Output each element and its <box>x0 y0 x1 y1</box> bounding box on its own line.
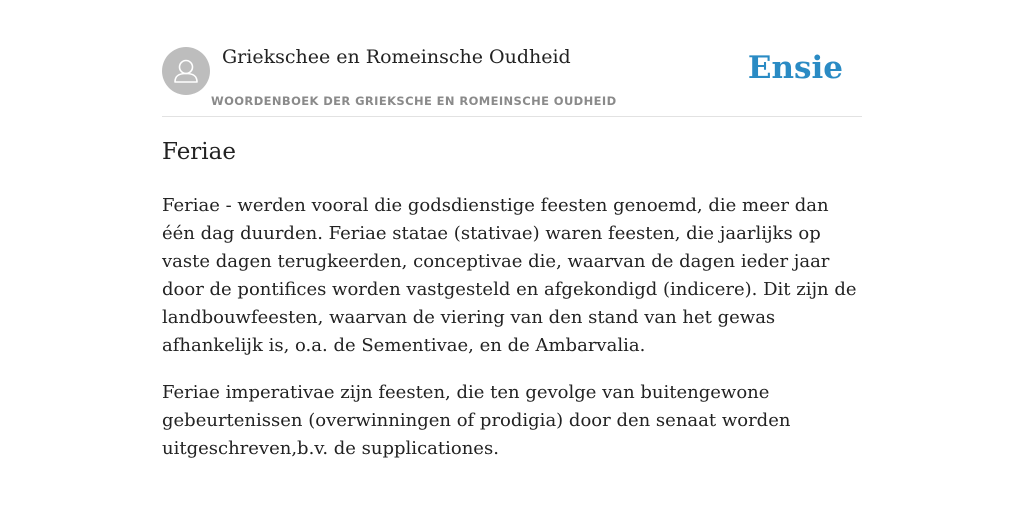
entry-content <box>162 192 862 482</box>
entry-paragraph: Feriae - werden vooral die godsdienstige feesten genoemd, die meer dan één dag duurden. Feriae statae (stativae) waren feesten, die jaarlijks op vaste dagen terugkeerden, conceptivae die, waarvan de dagen ieder jaar door de pontifices worden vastgesteld en afgekondigd (indicere). Dit zijn de landbouwfeesten, waarvan de viering van den stand van het gewas afhankelijk is, o.a. de Sementivae, en de Ambarvalia. <box>162 195 857 356</box>
user-silhouette-icon <box>162 47 210 95</box>
entry-title: Feriae <box>162 139 236 165</box>
user-icon[interactable] <box>162 47 210 95</box>
entry-paragraph: Feriae imperativae zijn feesten, die ten gevolge van buitengewone gebeurtenissen (overwinningen of prodigia) door den senaat worden uitgeschreven,b.v. de supplicationes. <box>162 382 791 459</box>
brand-logo[interactable]: Ensie <box>747 50 843 86</box>
dictionary-subtitle: WOORDENBOEK DER GRIEKSCHE EN ROMEINSCHE OUDHEID <box>211 94 617 108</box>
dictionary-title[interactable]: Griekschee en Romeinsche Oudheid <box>222 46 571 68</box>
site-header <box>162 0 862 117</box>
